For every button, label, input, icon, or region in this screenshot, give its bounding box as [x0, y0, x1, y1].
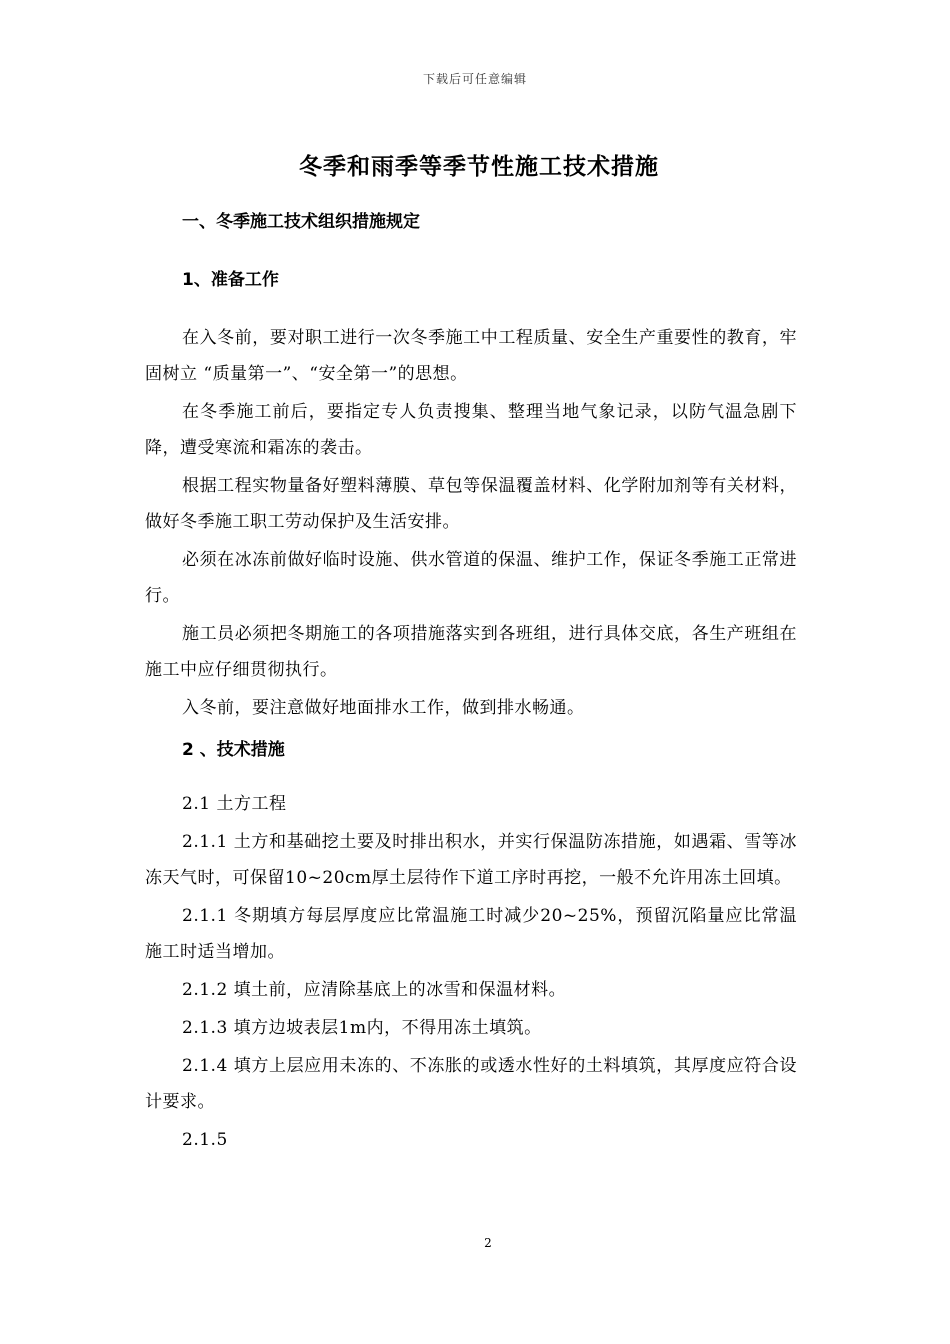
- header-note: 下载后可任意编辑: [422, 72, 527, 86]
- paragraph: 根据工程实物量备好塑料薄膜、草包等保温覆盖材料、化学附加剂等有关材料，做好冬季施工职工劳动保护及生活安排。: [145, 476, 797, 532]
- document-body: [145, 200, 797, 1160]
- section-heading-winter-measures: 一、冬季施工技术组织措施规定: [182, 212, 420, 232]
- page-number: 2: [484, 1236, 492, 1250]
- paragraph: 必须在冰冻前做好临时设施、供水管道的保温、维护工作，保证冬季施工正常进行。: [145, 550, 797, 606]
- paragraph: 2.1 土方工程: [182, 794, 287, 814]
- paragraph: 在冬季施工前后，要指定专人负责搜集、整理当地气象记录，以防气温急剧下降，遭受寒流和霜冻的袭击。: [145, 402, 797, 458]
- paragraph: 2.1.5: [182, 1130, 228, 1150]
- paragraph: 2.1.1 土方和基础挖土要及时排出积水，并实行保温防冻措施，如遇霜、雪等冰冻天气时，可保留10~20cm厚土层待作下道工序时再挖，一般不允许用冻土回填。: [145, 832, 797, 888]
- paragraph: 2.1.2 填土前，应清除基底上的冰雪和保温材料。: [182, 980, 567, 1000]
- paragraph: 施工员必须把冬期施工的各项措施落实到各班组，进行具体交底，各生产班组在施工中应仔细贯彻执行。: [145, 624, 797, 680]
- paragraph: 2.1.1 冬期填方每层厚度应比常温施工时减少20~25%，预留沉陷量应比常温施工时适当增加。: [145, 906, 797, 962]
- document-title: 冬季和雨季等季节性施工技术措施: [299, 154, 659, 180]
- paragraph: 2.1.4 填方上层应用未冻的、不冻胀的或透水性好的土料填筑，其厚度应符合设计要求。: [145, 1056, 797, 1112]
- paragraph: 入冬前，要注意做好地面排水工作，做到排水畅通。: [182, 698, 585, 718]
- paragraph: 在入冬前，要对职工进行一次冬季施工中工程质量、安全生产重要性的教育，牢固树立 “质量第一”、“安全第一”的思想。: [145, 328, 797, 384]
- subsection-heading-technical-measures: 2 、技术措施: [182, 740, 285, 760]
- subsection-heading-preparation: 1、准备工作: [182, 270, 279, 290]
- paragraph: 2.1.3 填方边坡表层1m内，不得用冻土填筑。: [182, 1018, 542, 1038]
